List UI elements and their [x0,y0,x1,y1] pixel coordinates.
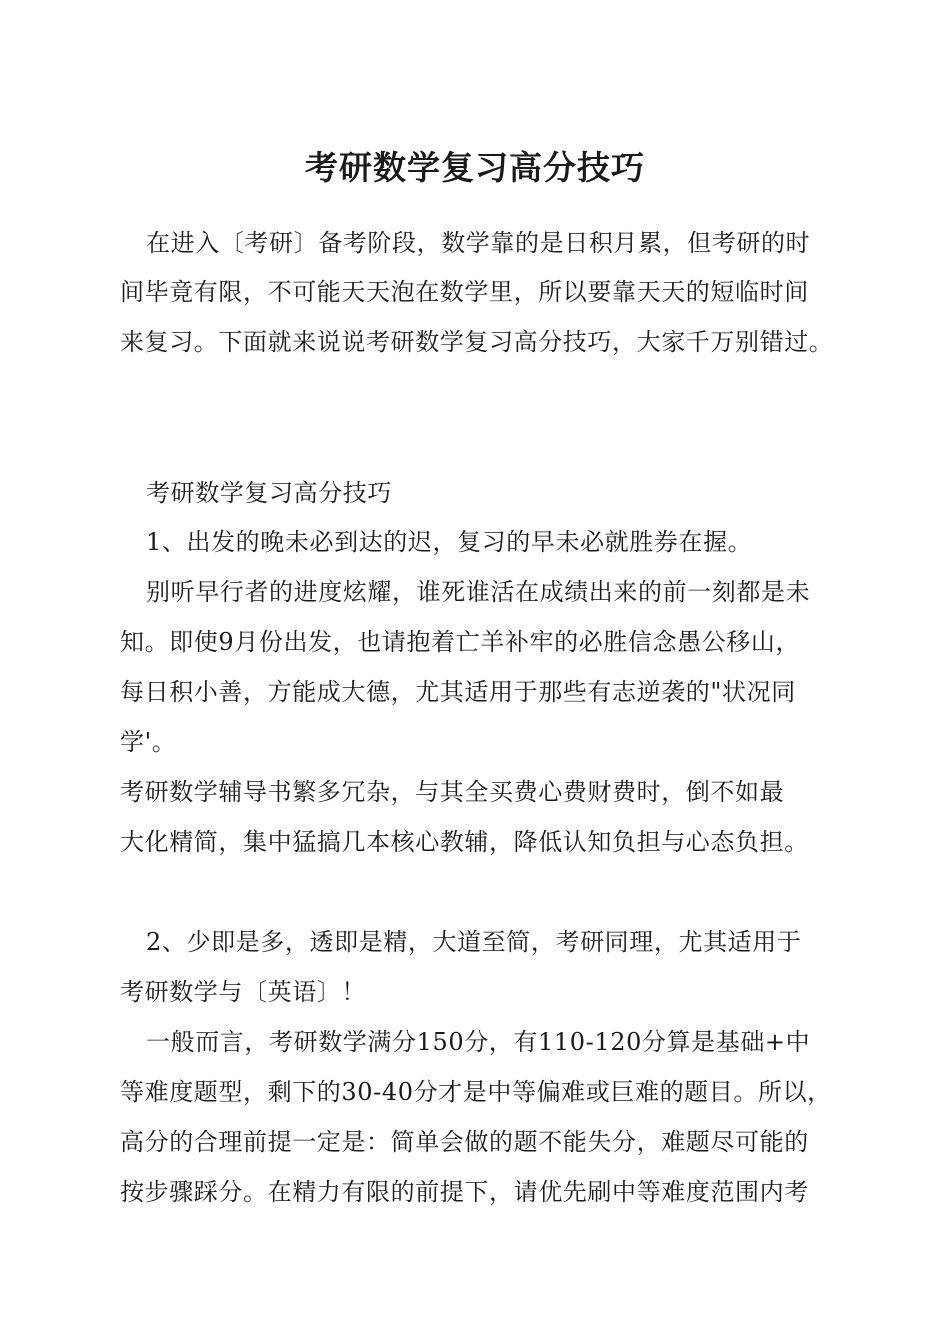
paragraph-line: 在进入〔考研〕备考阶段，数学靠的是日积月累，但考研的时 [146,229,811,257]
paragraph-line: 考研数学辅导书繁多冗杂，与其全买费心费财费时，倒不如最 [120,778,785,806]
paragraph-line: 等难度题型，剩下的30-40分才是中等偏难或巨难的题目。所以， [120,1078,832,1106]
paragraph-line: 大化精简，集中猛搞几本核心教辅，降低认知负担与心态负担。 [120,828,809,856]
paragraph-line: 考研数学与〔英语〕！ [120,978,366,1006]
section-heading: 考研数学复习高分技巧 [146,479,392,507]
paragraph-line: 一般而言，考研数学满分150分，有110-120分算是基础+中 [146,1028,811,1056]
paragraph-line: 间毕竟有限，不可能天天泡在数学里，所以要靠天天的短临时间 [120,278,809,306]
paragraph-line: 高分的合理前提一定是：简单会做的题不能失分，难题尽可能的 [120,1128,809,1156]
document-title: 考研数学复习高分技巧 [305,148,645,187]
paragraph-line: 学'。 [120,728,177,756]
paragraph-line: 每日积小善，方能成大德，尤其适用于那些有志逆袭的"状况同 [120,678,796,706]
paragraph-line: 别听早行者的进度炫耀，谁死谁活在成绩出来的前一刻都是未 [146,578,811,606]
paragraph-line: 1、出发的晚未必到达的迟，复习的早未必就胜券在握。 [146,528,753,556]
paragraph-line: 按步骤踩分。在精力有限的前提下，请优先刷中等难度范围内考 [120,1178,809,1206]
paragraph-line: 2、少即是多，透即是精，大道至简，考研同理，尤其适用于 [146,928,802,956]
paragraph-line: 知。即使9月份出发，也请抱着亡羊补牢的必胜信念愚公移山， [120,628,801,656]
paragraph-line: 来复习。下面就来说说考研数学复习高分技巧，大家千万别错过。 [120,328,834,356]
